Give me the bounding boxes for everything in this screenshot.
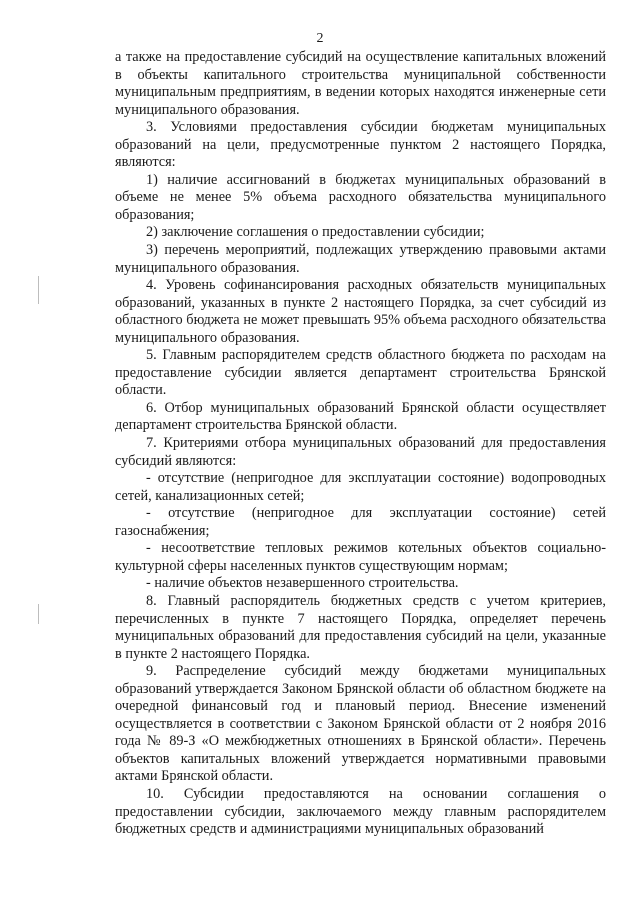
scan-edge-mark [38, 276, 39, 304]
paragraph-item-3: 3. Условиями предоставления субсидии бюджетам муниципальных образований на цели, предусмотренные пунктом 2 настоящего Порядка, являются: [115, 119, 606, 171]
criterion-gas: - отсутствие (непригодное для эксплуатации состояние) сетей газоснабжения; [115, 505, 606, 539]
criterion-unfinished: - наличие объектов незавершенного строительства. [146, 575, 459, 592]
condition-2: 2) заключение соглашения о предоставлении субсидии; [146, 224, 485, 241]
paragraph-item-9: 9. Распределение субсидий между бюджетами муниципальных образований утверждается Законом Брянской области об областном бюджете на очередной финансовый год и плановый период. Внесение изменений осуществляется в соответствии с Законом Брянской области от 2 ноября 2016 года № 89-З «О межбюджетных отношениях в Брянской области». Перечень объектов капитальных вложений утверждается нормативными правовыми актами Брянской области. [115, 663, 606, 785]
criterion-heating: - несоответствие тепловых режимов котельных объектов социально-культурной сферы населенных пунктов существующим нормам; [115, 540, 606, 574]
paragraph-item-5: 5. Главным распорядителем средств областного бюджета по расходам на предоставление субсидии является департамент строительства Брянской области. [115, 347, 606, 399]
paragraph-item-6: 6. Отбор муниципальных образований Брянской области осуществляет департамент строительства Брянской области. [115, 399, 606, 434]
page-number: 2 [316, 31, 324, 46]
paragraph-item-7: 7. Критериями отбора муниципальных образований для предоставления субсидий являются: [115, 435, 606, 469]
paragraph-item-4: 4. Уровень софинансирования расходных обязательств муниципальных образований, указанных в пункте 2 настоящего Порядка, за счет субсидий из областного бюджета не может превышать 95% объема расходного обязательства муниципального образования. [115, 277, 606, 346]
scan-edge-mark [38, 604, 39, 624]
paragraph-item-10: 10. Субсидии предоставляются на основании соглашения о предоставлении субсидии, заключаемого между главным распорядителем бюджетных средств и администрациями муниципальных образований [115, 785, 606, 838]
document-body [115, 49, 606, 839]
criterion-water-sewer: - отсутствие (непригодное для эксплуатации состояние) водопроводных сетей, канализационных сетей; [115, 470, 606, 504]
paragraph-item-8: 8. Главный распорядитель бюджетных средств с учетом критериев, перечисленных в пункте 7 настоящего Порядка, определяет перечень муниципальных образований для предоставления субсидий на цели, указанные в пункте 2 настоящего Порядка. [115, 592, 606, 662]
condition-1: 1) наличие ассигнований в бюджетах муниципальных образований в объеме не менее 5% объема расходного обязательства муниципального образования; [115, 171, 606, 223]
condition-3: 3) перечень мероприятий, подлежащих утверждению правовыми актами муниципального образования. [115, 242, 606, 276]
paragraph-continuation: а также на предоставление субсидий на осуществление капитальных вложений в объекты капитального строительства муниципальной собственности муниципальным предприятиям, в ведении которых находятся инженерные сети муниципального образования. [115, 49, 606, 118]
